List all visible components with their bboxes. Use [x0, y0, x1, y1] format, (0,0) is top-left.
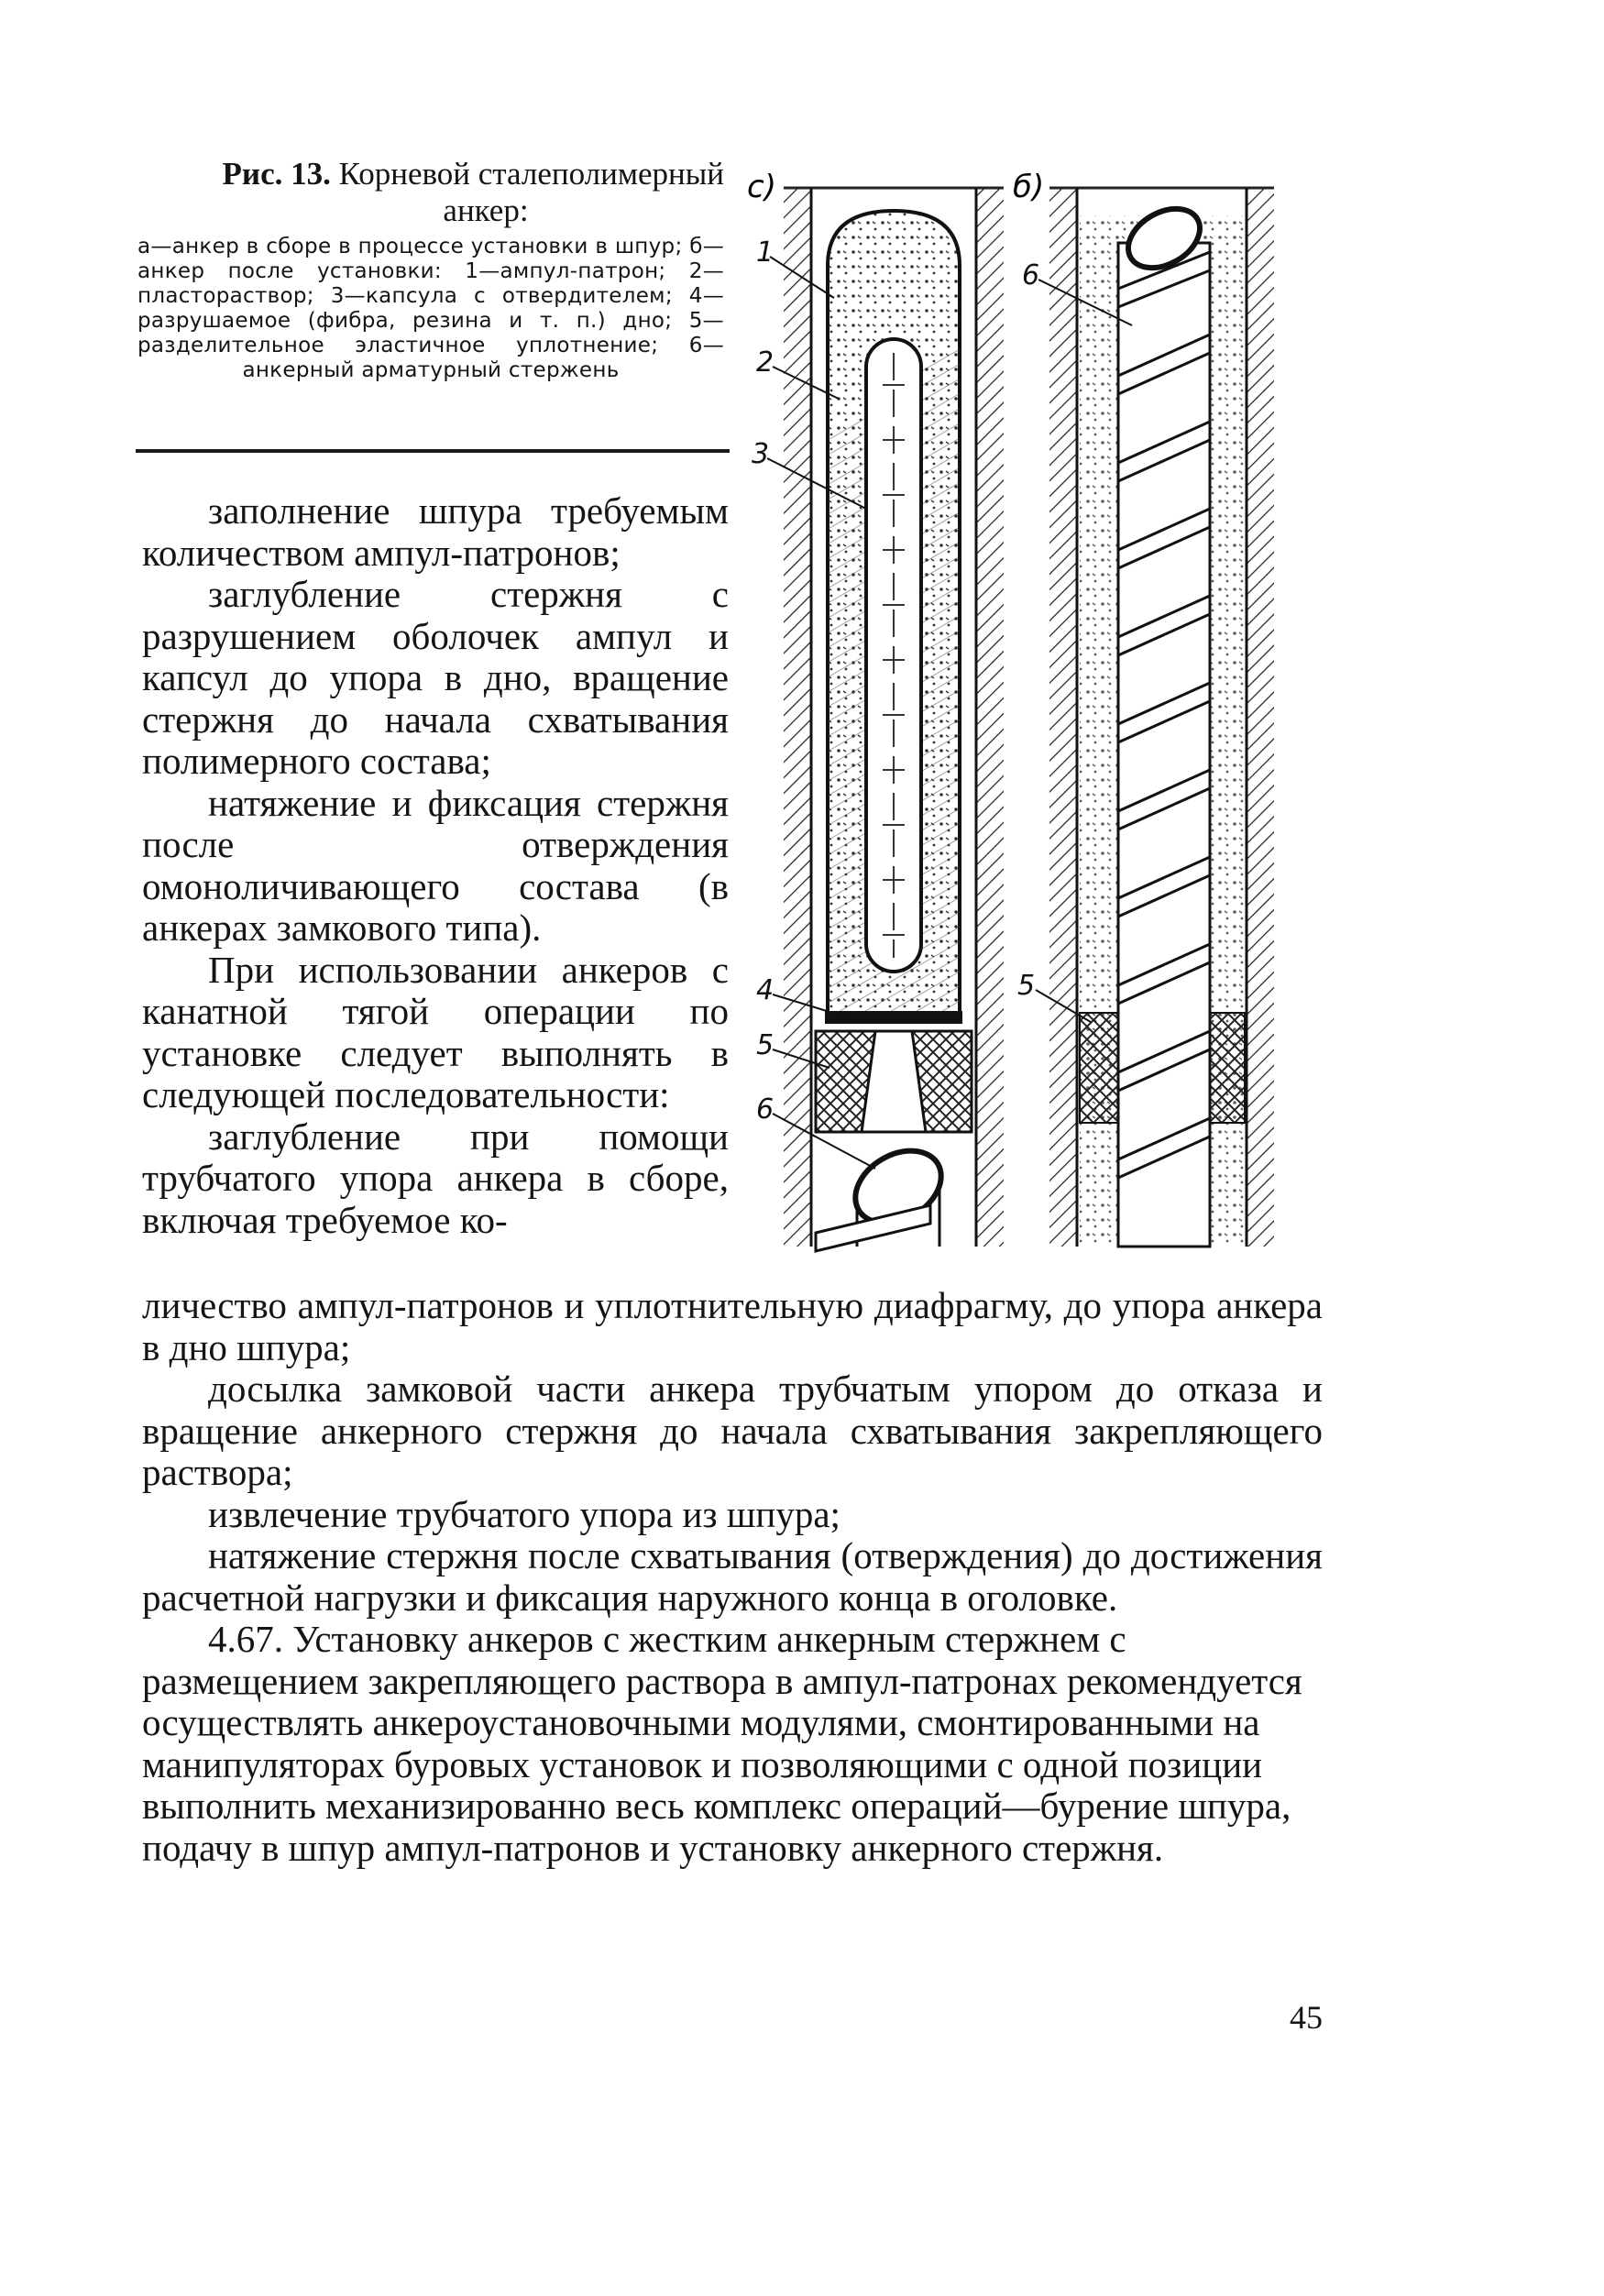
- callout-a-5: 5: [756, 1029, 775, 1061]
- paragraph: При использовании анкеров с канатной тягой операции по установке следует выполнять в следующей последовательности:: [142, 948, 729, 1115]
- callout-b-5: 5: [1017, 970, 1036, 1002]
- caption-divider: [136, 449, 730, 453]
- paragraph: извлечение трубчатого упора из шпура;: [208, 1492, 840, 1535]
- callout-b-6: 6: [1022, 259, 1040, 291]
- paragraph: 4.67. Установку анкеров с жестким анкерным стержнем с размещением закрепляющего раствора в ампул-патронах рекомендуется осуществлять анкероустановочными модулями, смонтированными на манипуляторах буровых установок и позволяющими с одной позиции выполнить механизированно весь комплекс операций—бурение шпура, подачу в шпур ампул-патронов и установку анкерного стержня.: [142, 1618, 1302, 1869]
- figure-number: Рис. 13.: [222, 156, 331, 192]
- panel-a: [752, 188, 1004, 1251]
- paragraph: натяжение и фиксация стержня после отверждения омоноличивающего состава (в анкерах замкового типа).: [142, 781, 729, 949]
- caption-legend: а—анкер в сборе в процессе установки в шпур; б—анкер после установки: 1—ампул-патрон; 2—пласторaствор; 3—капсула с отвердителем; 4—разрушаемое (фибра, резина и т. п.) дно; 5—разделительное эластичное уплотнение; 6—анкерный арматурный стержень: [137, 235, 724, 382]
- paragraph: заглубление стержня с разрушением оболочек ампул и капсул до упора в дно, вращение стержня до начала схватывания полимерного состава;: [142, 573, 729, 782]
- caption-title: [137, 156, 724, 192]
- callout-a-1: 1: [756, 236, 775, 269]
- callout-a-2: 2: [756, 346, 775, 379]
- panel-b-label: б): [1013, 169, 1045, 205]
- paragraph: заполнение шпура требуемым количеством ампул-патронов;: [142, 489, 729, 574]
- page-number: 45: [1290, 1999, 1323, 2036]
- narrow-text-column: [142, 490, 729, 1241]
- callout-a-4: 4: [756, 974, 775, 1006]
- paragraph: досылка замковой части анкера трубчатым упором до отказа и вращение анкерного стержня до начала схватывания закрепляющего раствора;: [142, 1368, 1323, 1493]
- anchor-drawing: [747, 160, 1334, 1311]
- figure-caption: [137, 156, 724, 383]
- callout-a-6: 6: [756, 1093, 775, 1126]
- callout-a-3: 3: [752, 438, 770, 470]
- wide-text-column: [142, 1285, 1323, 1869]
- paragraph: натяжение стержня после схватывания (отверждения) до достижения расчетной нагрузки и фиксация наружного конца в оголовке.: [142, 1534, 1323, 1619]
- caption-title-line2: анкер:: [443, 192, 529, 228]
- paragraph: личество ампул-патронов и уплотнительную диафрагму, до упора анкера в дно шпура;: [142, 1284, 1323, 1368]
- anchor-figure: [747, 160, 1334, 1311]
- paragraph: заглубление при помощи трубчатого упора анкера в сборе, включая требуемое ко-: [142, 1115, 729, 1241]
- caption-title-text: Корневой сталеполимерный: [338, 156, 724, 192]
- panel-b: [1017, 188, 1274, 1247]
- panel-a-label: с): [747, 169, 776, 205]
